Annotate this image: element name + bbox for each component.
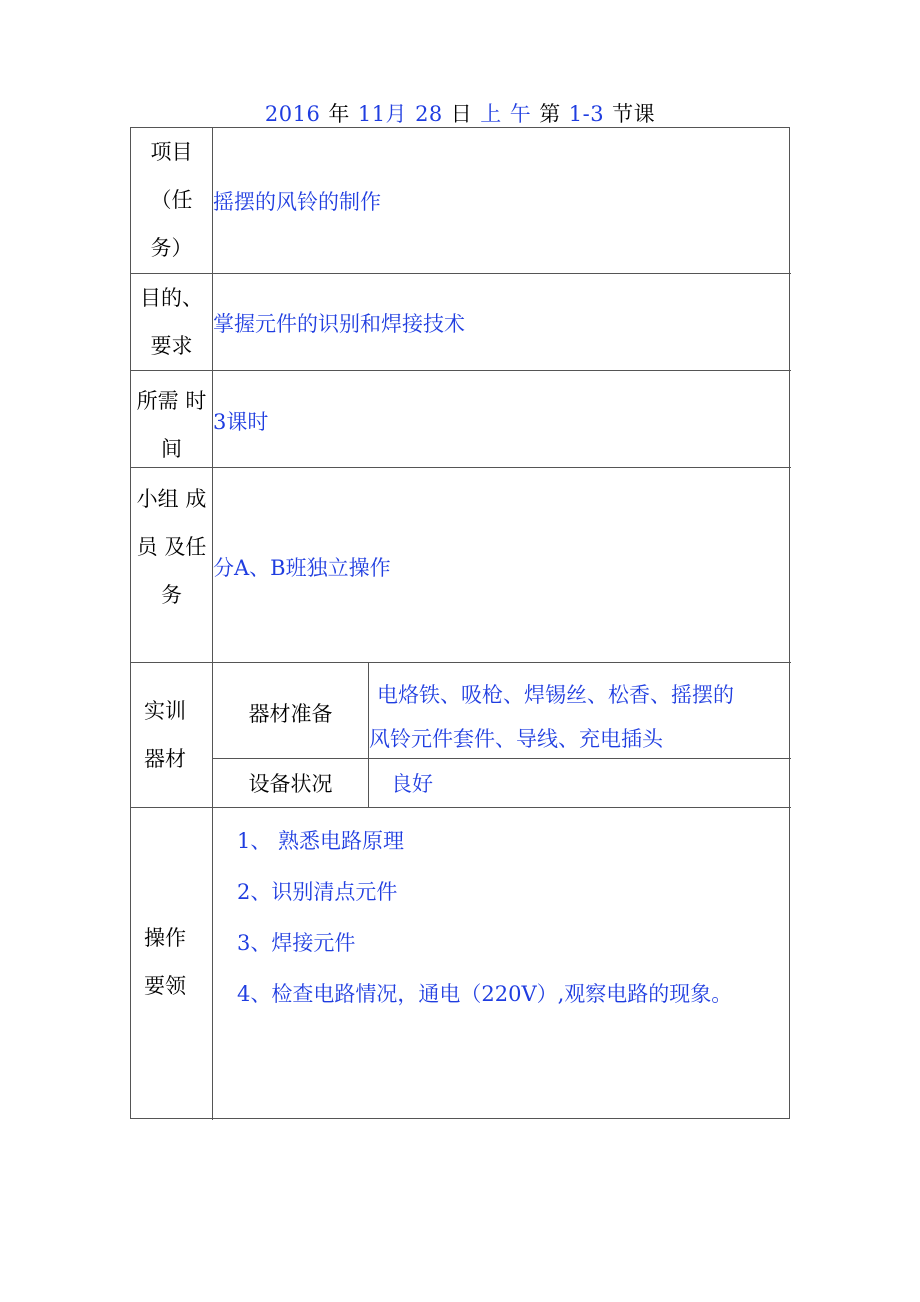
step-item: 4、检查电路情况，通电（220V）,观察电路的现象。 (237, 982, 733, 1006)
materials-label: 器材准备 (248, 702, 333, 726)
header-year-unit: 年 (328, 102, 350, 126)
group-value: 分A、B班独立操作 (213, 556, 391, 580)
column-divider (212, 128, 213, 1120)
steps-label-line: 操作 (144, 926, 186, 950)
header-day-unit: 日 (450, 102, 473, 126)
materials-value-line: 风铃元件套件、导线、充电插头 (369, 727, 663, 751)
goal-label (131, 274, 212, 370)
lesson-header (0, 98, 920, 128)
header-section-suffix: 节课 (612, 102, 656, 126)
time-label-line: 所需 时 (136, 389, 207, 413)
header-period-2: 午 (509, 102, 532, 126)
goal-value: 掌握元件的识别和焊接技术 (213, 312, 465, 336)
status-label: 设备状况 (248, 772, 333, 796)
group-label-line: 小组 成 (136, 487, 207, 511)
step-item: 2、识别清点元件 (237, 880, 398, 904)
time-label (131, 377, 212, 473)
row-divider (131, 273, 791, 274)
goal-label-line: 目的、 (140, 286, 203, 310)
equipment-label-line: 器材 (144, 747, 186, 771)
row-divider (131, 807, 791, 808)
row-divider (131, 467, 791, 468)
status-value: 良好 (391, 772, 433, 796)
task-label-line: 务） (150, 236, 193, 260)
row-divider (131, 662, 791, 663)
group-label-line: 员 及任 (136, 535, 207, 559)
task-label (131, 128, 212, 272)
header-year: 2016 (264, 102, 321, 126)
materials-value (369, 673, 734, 761)
group-label-line: 务 (161, 583, 182, 607)
steps-list (237, 816, 732, 1020)
equipment-label-line: 实训 (144, 699, 186, 723)
header-section: 1-3 (568, 102, 605, 126)
header-section-prefix: 第 (539, 102, 561, 126)
goal-label-line: 要求 (150, 334, 193, 358)
row-divider (131, 370, 791, 371)
task-label-line: （任 (150, 188, 193, 212)
header-month: 11月 (357, 102, 408, 126)
task-value: 摇摆的风铃的制作 (213, 190, 381, 214)
header-period-1: 上 (480, 102, 502, 126)
time-label-line: 间 (161, 437, 182, 461)
group-label (131, 475, 212, 619)
time-value: 3课时 (213, 410, 269, 434)
header-day: 28 (415, 102, 443, 126)
materials-value-line: 电烙铁、吸枪、焊锡丝、松香、摇摆的 (377, 683, 734, 707)
lesson-plan-table (130, 127, 790, 1119)
equipment-label (131, 687, 199, 783)
step-item: 1、 熟悉电路原理 (237, 829, 405, 853)
step-item: 3、焊接元件 (237, 931, 356, 955)
steps-label (131, 914, 199, 1010)
task-label-line: 项目 (150, 140, 193, 164)
steps-label-line: 要领 (144, 974, 186, 998)
